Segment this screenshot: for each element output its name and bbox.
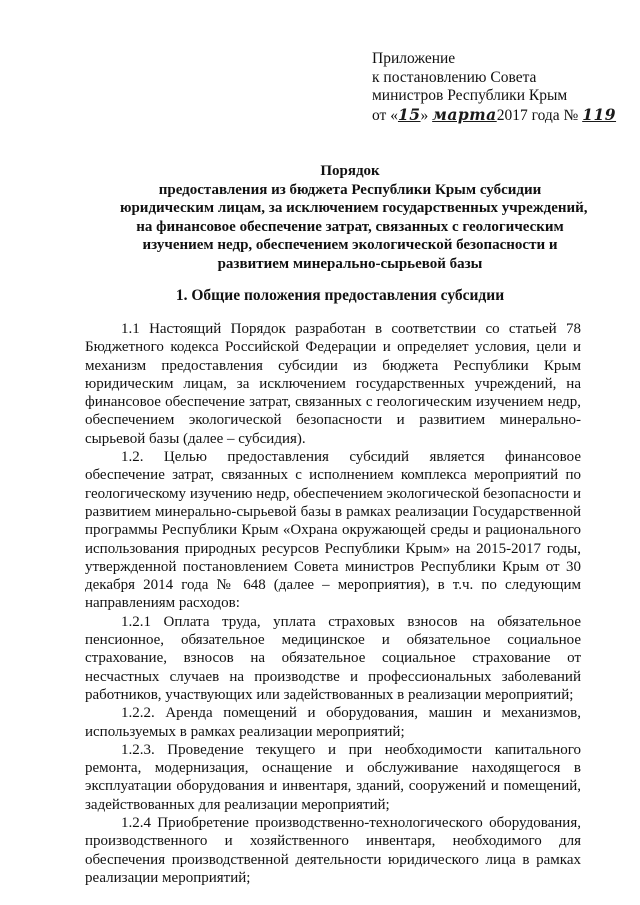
paragraph-1-2-4: 1.2.4 Приобретение производственно-технологического оборудования, производственного и хозяйственного инвентаря, необходимого для обеспечения производственной деятельности юридического лица в рамках реализации мероприятий; [85,815,581,886]
title-line: юридическим лицам, за исключением государственных учреждений, [120,200,588,216]
title-line: предоставления из бюджета Республики Крым субсидии [158,181,542,198]
paragraph-1-2: 1.2. Целью предоставления субсидий является финансовое обеспечение затрат, связанных с исполнением комплекса мероприятий по геологическому изучению недр, обеспечением экологической безопасности и развитием минерально-сырьевой базы в рамках реализации Государственной программы Республики Крым «Охрана окружающей среды и рационального использования природных ресурсов Республики Крым» на 2015-2017 годы, утвержденной постановлением Совета министров Республики Крым от 30 декабря 2014 года № 648 (далее – мероприятия), в т.ч. по следующим направлениям расходов: [85,449,581,612]
title-line: развитием минерально-сырьевой базы [217,255,483,272]
title-line: на финансовое обеспечение затрат, связанных с геологическим [136,218,564,235]
paragraph-1-2-1: 1.2.1 Оплата труда, уплата страховых взносов на обязательное пенсионное, обязательное медицинское и обязательное социальное страхование, взносов на обязательное социальное страхование от несчастных случаев на производстве и профессиональных заболеваний работников, участвующих или задействованных в реализации мероприятий; [85,613,581,703]
document-body [85,320,581,887]
title-line: изучением недр, обеспечением экологической безопасности и [142,237,558,253]
date-month-handwritten: марта [432,104,497,124]
appendix-line-council: министров Республики Крым [372,87,568,104]
paragraph-1-2-2: 1.2.2. Аренда помещений и оборудования, машин и механизмов, используемых в рамках реализации мероприятий; [85,705,581,740]
resolution-number-handwritten: 119 [582,104,617,124]
document-title-block [120,162,588,273]
paragraph-1-1: 1.1 Настоящий Порядок разработан в соответствии со статьей 78 Бюджетного кодекса Российской Федерации и определяет условия, цели и механизм предоставления субсидии из бюджета Республики Крым юридическим лицам, за исключением государственных учреждений, на финансовое обеспечение затрат, связанных с геологическим изучением недр, обеспечением экологической безопасности и развитием минерально-сырьевой базы (далее – субсидия). [85,321,581,447]
document-heading: Порядок [320,163,380,179]
date-day-handwritten: 15 [397,104,421,124]
paragraph-1-2-3: 1.2.3. Проведение текущего и при необходимости капитального ремонта, модернизация, оснащение и обслуживание находящегося в эксплуатации оборудования и инвентаря, зданий, сооружений и помещений, задействованных для реализации мероприятий; [85,741,581,813]
section-heading: 1. Общие положения предоставления субсидии [175,287,505,304]
appendix-date-line [372,106,616,126]
date-mid: » [420,106,433,124]
date-suffix: 2017 года № [496,106,583,124]
date-prefix: от « [372,106,398,124]
appendix-title: Приложение [372,50,456,67]
appendix-line-resolution: к постановлению Совета [372,68,537,86]
appendix-block [372,50,616,125]
